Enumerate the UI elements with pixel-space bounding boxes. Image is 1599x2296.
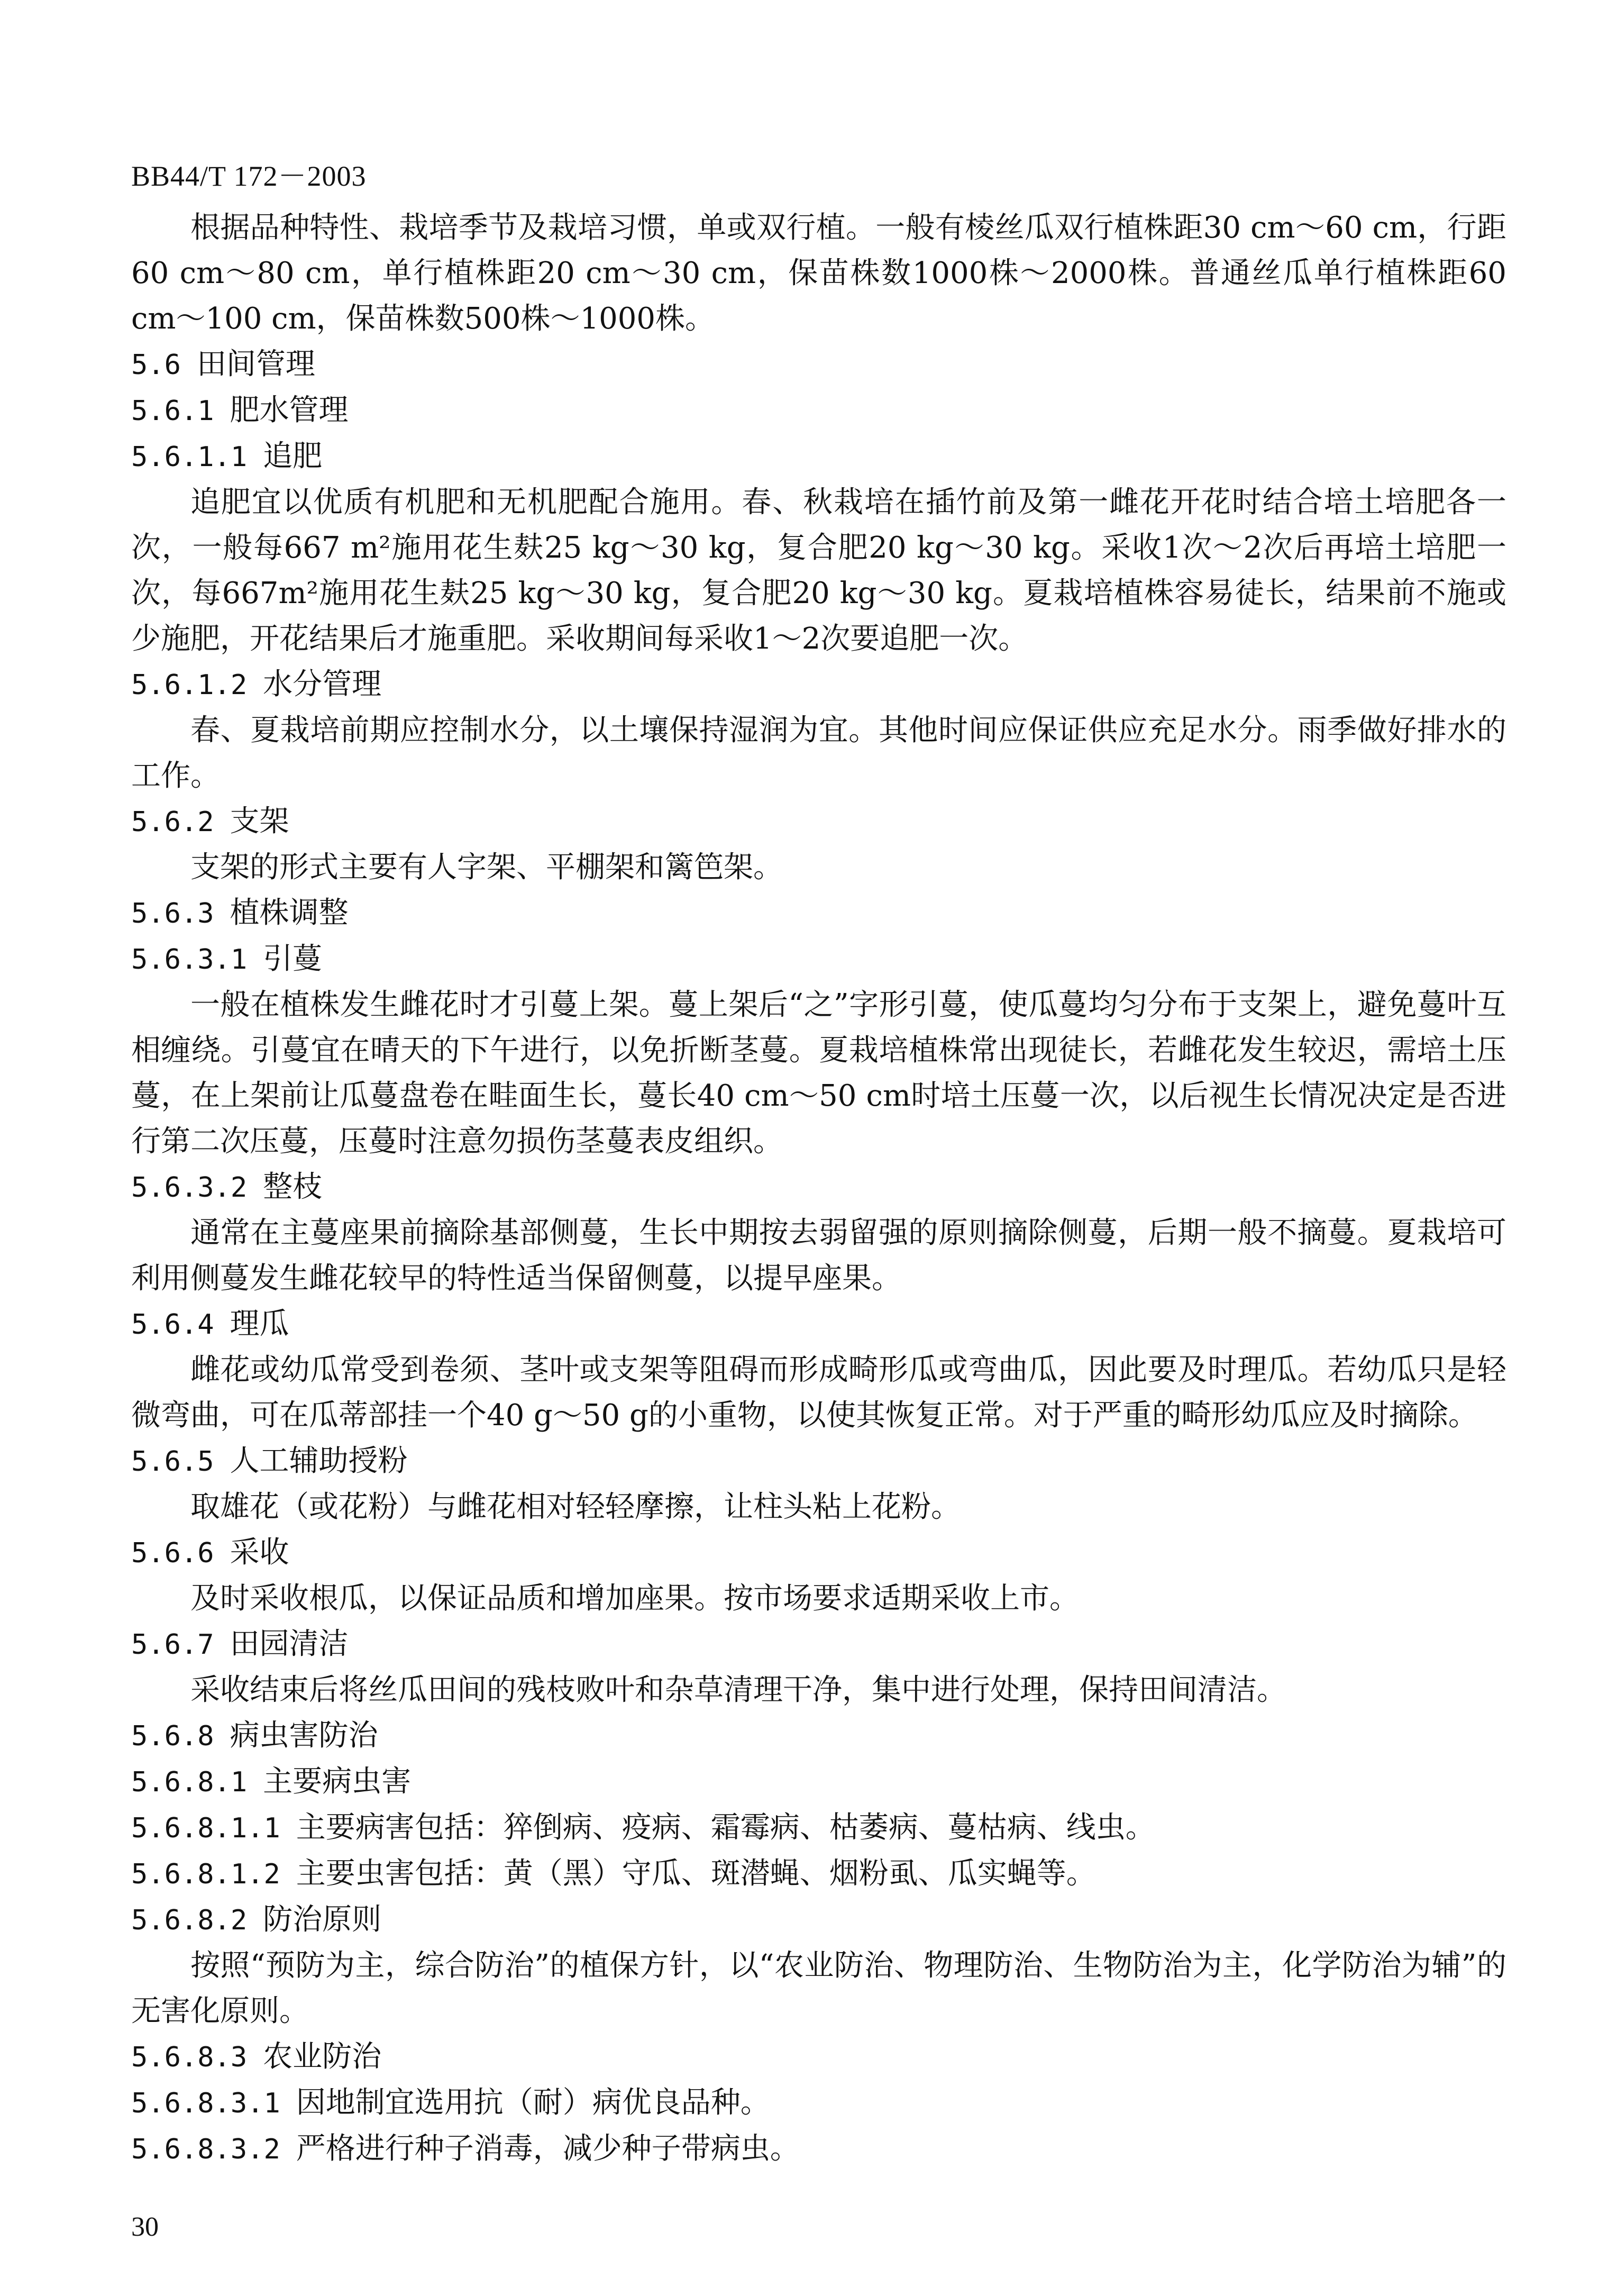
section-heading: [131, 342, 1506, 388]
section-heading: [131, 1164, 1506, 1210]
paragraph: 追肥宜以优质有机肥和无机肥配合施用。春、秋栽培在插竹前及第一雌花开花时结合培土培肥各一次，一般每667 m²施用花生麸25 kg～30 kg，复合肥20 kg～30 kg。采收1次～2次后再培土培肥一次，每667m²施用花生麸25 kg～30 kg，复合肥20 kg～30 kg。夏栽培植株容易徒长，结果前不施或少施肥，开花结果后才施重肥。采收期间每采收1～2次要追肥一次。: [131, 485, 1506, 656]
section-heading: [131, 662, 1506, 708]
section-number: 5.6.5: [131, 1446, 214, 1478]
section-title: 人工辅助授粉: [230, 1444, 408, 1478]
paragraph: 采收结束后将丝瓜田间的残枝败叶和杂草清理干净，集中进行处理，保持田间清洁。: [190, 1673, 1286, 1707]
section-title: 田间管理: [196, 347, 315, 381]
section-number: 5.6.8: [131, 1720, 214, 1752]
section-title: 病虫害防治: [230, 1718, 378, 1753]
section-heading: [131, 1621, 1506, 1668]
section-heading: [131, 1438, 1506, 1484]
document-code: BB44/T 172－2003: [131, 160, 367, 192]
paragraph: 雌花或幼瓜常受到卷须、茎叶或支架等阻碍而形成畸形瓜或弯曲瓜，因此要及时理瓜。若幼瓜只是轻微弯曲，可在瓜蒂部挂一个40 g～50 g的小重物，以使其恢复正常。对于严重的畸形幼瓜应及时摘除。: [131, 1353, 1506, 1433]
section-title: 植株调整: [230, 896, 349, 930]
section-heading: [131, 936, 1506, 982]
section-title: 整枝: [263, 1170, 323, 1204]
section-number: 5.6.8.1: [131, 1766, 248, 1798]
section-title: 支架: [230, 804, 289, 839]
section-heading: [131, 1897, 1506, 1943]
section-number: 5.6: [131, 349, 181, 381]
section-heading: [131, 890, 1506, 936]
section-title: 引蔓: [263, 942, 323, 976]
paragraph: 通常在主蔓座果前摘除基部侧蔓，生长中期按去弱留强的原则摘除侧蔓，后期一般不摘蔓。夏栽培可利用侧蔓发生雌花较早的特性适当保留侧蔓，以提早座果。: [131, 1216, 1506, 1296]
paragraph: 一般在植株发生雌花时才引蔓上架。蔓上架后“之”字形引蔓，使瓜蔓均匀分布于支架上，避免蔓叶互相缠绕。引蔓宜在晴天的下午进行，以免折断茎蔓。夏栽培植株常出现徒长，若雌花发生较迟，需培土压蔓，在上架前让瓜蔓盘卷在畦面生长，蔓长40 cm～50 cm时培土压蔓一次，以后视生长情况决定是否进行第二次压蔓，压蔓时注意勿损伤茎蔓表皮组织。: [131, 988, 1506, 1159]
section-number: 5.6.8.3.2: [131, 2134, 280, 2165]
section-number: 5.6.6: [131, 1537, 214, 1569]
section-title: 农业防治: [263, 2039, 382, 2074]
paragraph: 按照“预防为主，综合防治”的植保方针，以“农业防治、物理防治、生物防治为主，化学防治为辅”的无害化原则。: [131, 1948, 1506, 2028]
section-number: 5.6.7: [131, 1629, 214, 1661]
section-number: 5.6.8.3: [131, 2042, 248, 2073]
section-number: 5.6.2: [131, 806, 214, 838]
section-heading: [131, 1759, 1506, 1805]
section-number: 5.6.1: [131, 395, 214, 427]
section-title: 严格进行种子消毒，减少种子带病虫。: [296, 2131, 800, 2166]
section-heading: [131, 799, 1506, 845]
section-title: 主要病虫害: [263, 1764, 412, 1799]
section-title: 因地制宜选用抗（耐）病优良品种。: [296, 2085, 770, 2120]
section-number: 5.6.4: [131, 1309, 214, 1341]
section-heading: [131, 2126, 1506, 2172]
section-number: 5.6.8.2: [131, 1905, 248, 1936]
section-title: 采收: [230, 1535, 289, 1570]
section-number: 5.6.8.1.2: [131, 1858, 280, 1890]
document-body: [131, 205, 1506, 2172]
section-heading: [131, 2080, 1506, 2126]
section-title: 肥水管理: [230, 393, 349, 427]
section-heading: [131, 1530, 1506, 1576]
section-title: 理瓜: [230, 1307, 289, 1341]
section-number: 5.6.3.2: [131, 1172, 248, 1204]
section-number: 5.6.8.3.1: [131, 2088, 280, 2119]
section-title: 防治原则: [263, 1902, 382, 1937]
section-heading: [131, 2034, 1506, 2080]
section-number: 5.6.1.1: [131, 441, 248, 473]
section-heading: [131, 1851, 1506, 1897]
section-title: 主要病害包括：猝倒病、疫病、霜霉病、枯萎病、蔓枯病、线虫。: [296, 1810, 1155, 1845]
page-number: 30: [131, 2212, 159, 2242]
paragraph: 春、夏栽培前期应控制水分，以土壤保持湿润为宜。其他时间应保证供应充足水分。雨季做好排水的工作。: [131, 713, 1506, 793]
section-heading: [131, 388, 1506, 434]
section-title: 田园清洁: [230, 1627, 349, 1661]
section-heading: [131, 1805, 1506, 1851]
section-heading: [131, 434, 1506, 480]
paragraph: 取雄花（或花粉）与雌花相对轻轻摩擦，让柱头粘上花粉。: [190, 1490, 961, 1524]
paragraph: 支架的形式主要有人字架、平棚架和篱笆架。: [190, 850, 783, 885]
section-number: 5.6.3: [131, 898, 214, 930]
paragraph: 根据品种特性、栽培季节及栽培习惯，单或双行植。一般有棱丝瓜双行植株距30 cm～60 cm，行距60 cm～80 cm，单行植株距20 cm～30 cm，保苗株数1000株～2000株。普通丝瓜单行植株距60 cm～100 cm，保苗株数500株～1000株。: [131, 211, 1506, 336]
section-title: 追肥: [263, 439, 323, 473]
section-number: 5.6.1.2: [131, 669, 248, 701]
section-number: 5.6.3.1: [131, 944, 248, 976]
section-number: 5.6.8.1.1: [131, 1812, 280, 1844]
paragraph: 及时采收根瓜，以保证品质和增加座果。按市场要求适期采收上市。: [190, 1581, 1079, 1616]
section-heading: [131, 1713, 1506, 1759]
section-heading: [131, 1301, 1506, 1347]
section-title: 主要虫害包括：黄（黑）守瓜、斑潜蝇、烟粉虱、瓜实蝇等。: [296, 1856, 1096, 1891]
section-title: 水分管理: [263, 667, 382, 701]
